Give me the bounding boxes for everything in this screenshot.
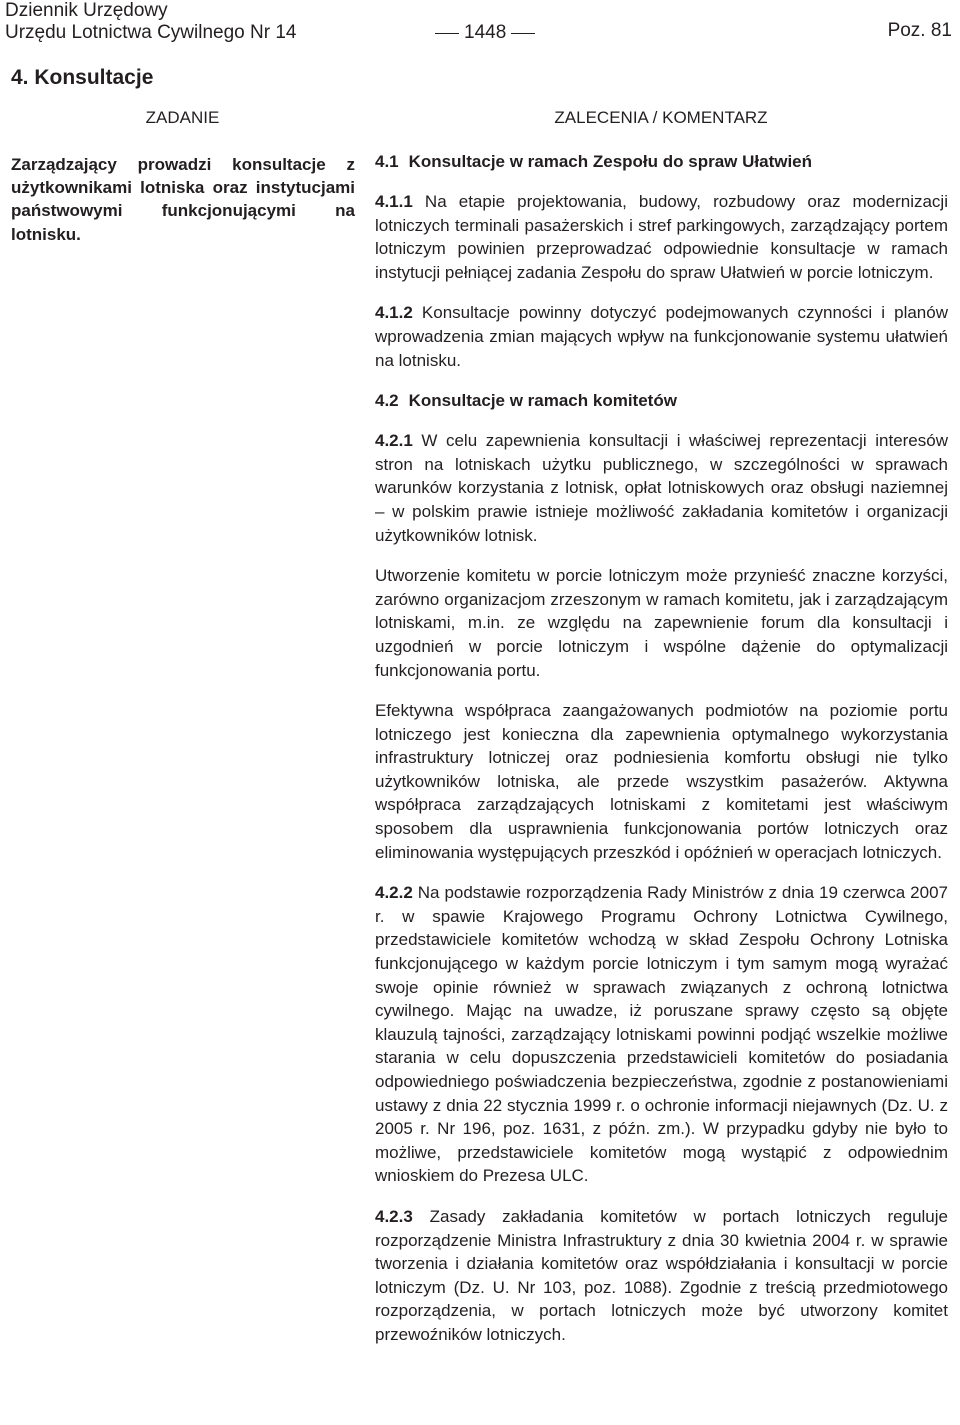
section-heading <box>375 150 948 173</box>
page-number <box>430 22 540 44</box>
journal-issue: Urzędu Lotnictwa Cywilnego Nr 14 <box>5 22 297 43</box>
paragraph-text: Na podstawie rozporządzenia Rady Ministrów z dnia 19 czerwca 2007 r. w spawie Krajowego Programu Ochrony Lotnictwa Cywilnego, przedstawiciele komitetów wchodzą w skład Zespołu Ochrony Lotniska funkcjonującego w każdym porcie lotniczym i tym samym mogą wyrażać swoje opinie również w sprawach związanych z ochroną lotnictwa cywilnego. Mając na uwadze, iż poruszane sprawy często są objęte klauzulą tajności, zarządzający lotniskami powinni podjąć wszelkie możliwe starania w celu dopuszczenia przedstawicieli komitetów do posiadania odpowiedniego poświadczenia bezpieczeństwa, zgodnie z postanowieniami ustawy z dnia 22 stycznia 1999 r. o ochronie informacji niejawnych (Dz. U. z 2005 r. Nr 196, poz. 1631, z późn. zm.). W przypadku gdyby nie było to możliwe, przedstawiciele komitetów mogą wystąpić z odpowiednim wnioskiem do Prezesa ULC. <box>375 883 948 1186</box>
paragraph <box>375 881 948 1188</box>
paragraph <box>375 190 948 284</box>
section-title: Konsultacje w ramach komitetów <box>408 391 677 411</box>
paragraph <box>375 1205 948 1347</box>
paragraph-number: 4.2.3 <box>375 1206 413 1226</box>
paragraph-text: Na etapie projektowania, budowy, rozbudowy oraz modernizacji lotniczych terminali pasażerskich i stref parkingowych, zarządzający portem lotniczym powinien przeprowadzać odpowiednie konsultacje w ramach instytucji pełniącej zadania Zespołu do spraw Ułatwień w porcie lotniczym. <box>375 192 948 282</box>
paragraph <box>375 564 948 682</box>
position-number: Poz. 81 <box>887 20 952 41</box>
column-heading-recommendations: ZALECENIA / KOMENTARZ <box>554 108 768 127</box>
journal-header <box>5 0 296 44</box>
section-number: 4.1 <box>375 152 399 171</box>
task-text: Zarządzający prowadzi konsultacje z użytkownikami lotniska oraz instytucjami państwowymi funkcjonującymi na lotnisku. <box>11 155 355 244</box>
section-heading <box>375 389 948 412</box>
paragraph-text: Utworzenie komitetu w porcie lotniczym może przynieść znaczne korzyści, zarówno organizacjom zrzeszonym w ramach komitetu, jak i zarządzającym lotniskami, m.in. ze względu na zapewnienie forum dla konsultacji i uzgodnień w porcie lotniczym i wspólne dążenie do optymalizacji funkcjonowania portu. <box>375 566 948 680</box>
recommendations-column <box>375 150 948 1364</box>
chapter-title: 4. Konsultacje <box>11 66 154 89</box>
column-heading-task: ZADANIE <box>145 108 220 127</box>
paragraph-number: 4.2.1 <box>375 431 413 451</box>
journal-title: Dziennik Urzędowy <box>5 0 168 21</box>
paragraph <box>375 429 948 547</box>
paragraph-number: 4.2.2 <box>375 883 413 903</box>
paragraph <box>375 301 948 372</box>
page-number-value: 1448 <box>464 22 507 43</box>
section-number: 4.2 <box>375 391 399 411</box>
dash-divider <box>435 33 459 34</box>
paragraph-text: Efektywna współpraca zaangażowanych podmiotów na poziomie portu lotniczego jest konieczna dla zapewnienia optymalnego wykorzystania infrastruktury lotniczej oraz podniesienia komfortu obsługi nie tylko użytkowników lotniska, ale przede wszystkim pasażerów. Aktywna współpraca zarządzających lotniskami z komitetami jest właściwym sposobem dla usprawnienia funkcjonowania portów lotniczych oraz eliminowania występujących przeszkód i opóźnień w operacjach lotniczych. <box>375 701 948 862</box>
paragraph-number: 4.1.1 <box>375 192 413 211</box>
paragraph-text: Zasady zakładania komitetów w portach lotniczych reguluje rozporządzenie Ministra Infrastruktury z dnia 30 kwietnia 2004 r. w sprawie tworzenia i działania komitetów oraz współdziałania i konsultacji w porcie lotniczym (Dz. U. Nr 103, poz. 1088). Zgodnie z treścią przedmiotowego rozporządzenia, w portach lotniczych może być utworzony komitet przewoźników lotniczych. <box>375 1206 948 1344</box>
paragraph-text: W celu zapewnienia konsultacji i właściwej reprezentacji interesów stron na lotniskach użytku publicznego, w szczególności w sprawach warunków korzystania z lotnisk, opłat lotniskowych oraz obsługi naziemnej – w polskim prawie istnieje możliwość zakładania komitetów i organizacji użytkowników lotnisk. <box>375 431 948 545</box>
section-title: Konsultacje w ramach Zespołu do spraw Ułatwień <box>408 152 813 171</box>
paragraph-number: 4.1.2 <box>375 303 413 323</box>
dash-divider <box>511 33 535 34</box>
paragraph-text: Konsultacje powinny dotyczyć podejmowanych czynności i planów wprowadzenia zmian mających wpływ na funkcjonowanie systemu ułatwień na lotnisku. <box>375 303 948 370</box>
paragraph <box>375 699 948 864</box>
